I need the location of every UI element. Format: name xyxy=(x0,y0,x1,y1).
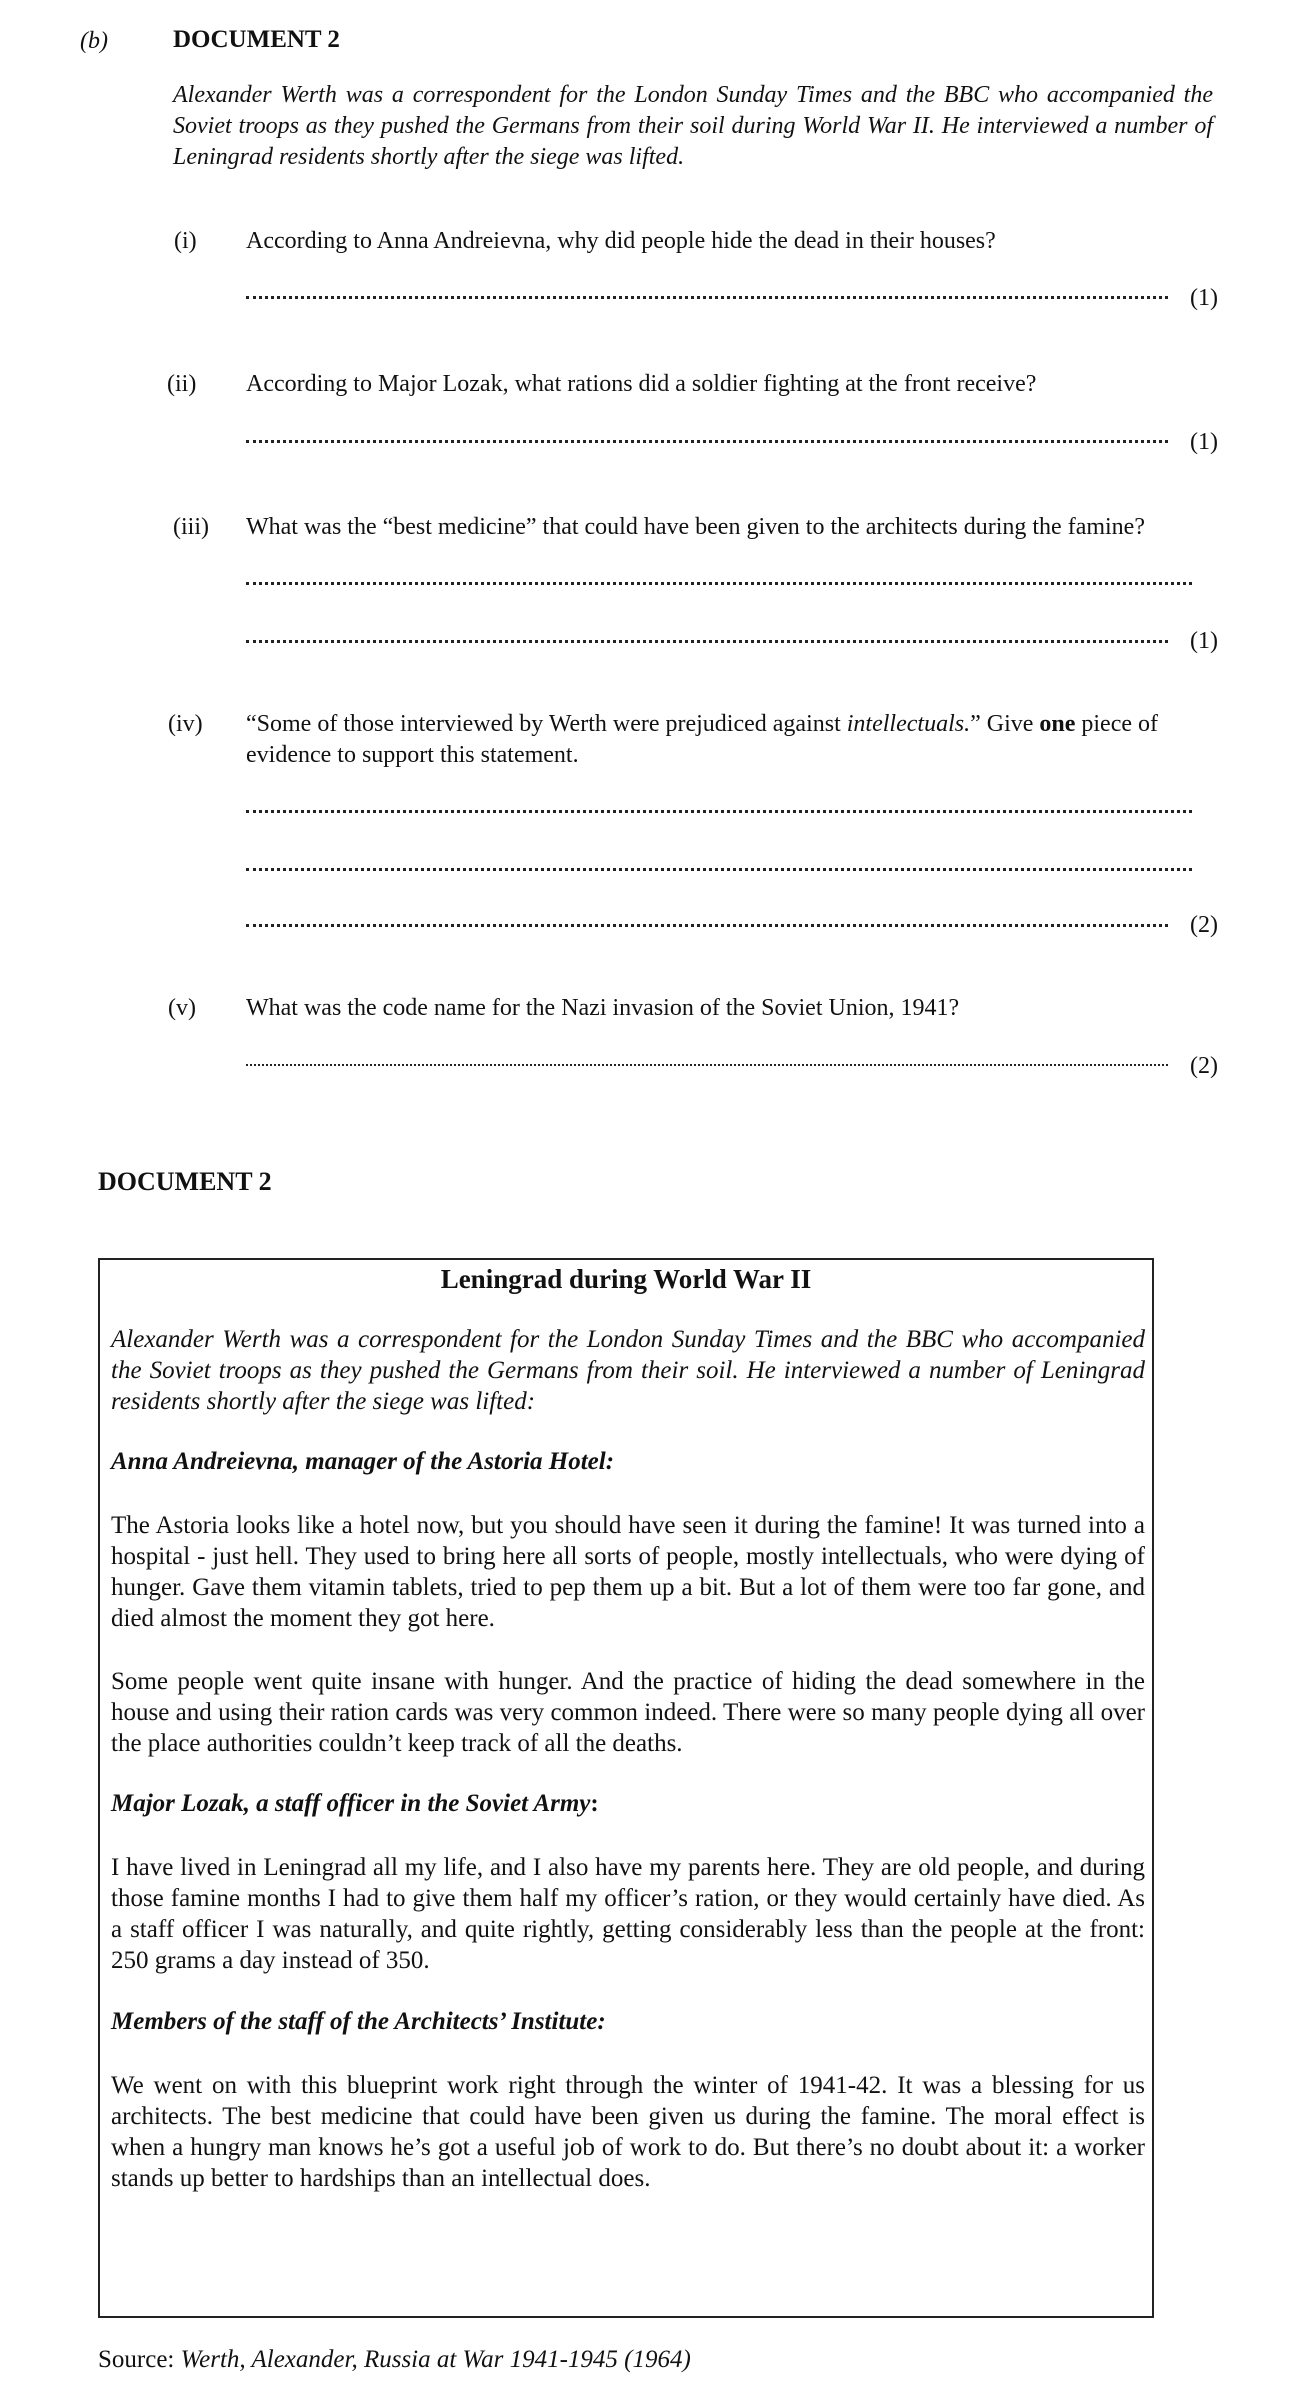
question-text: “Some of those interviewed by Werth were prejudiced against intellectuals.” Give one piece of evidence to support this statement. xyxy=(246,711,1159,768)
document-intro: Alexander Werth was a correspondent for the London Sunday Times and the BBC who accompanied the Soviet troops as they pushed the Germans from their soil. He interviewed a number of Leningrad residents shortly after the siege was lifted: xyxy=(111,1326,1145,1415)
testimony-paragraph: I have lived in Leningrad all my life, and I also have my parents here. They are old people, and during those famine months I had to give them half my officer’s ration, or they would certainly have died. As a staff officer I was naturally, and quite rightly, getting considerably less than the people at the front: 250 grams a day instead of 350. xyxy=(111,1854,1145,1974)
question-text: According to Major Lozak, what rations did a soldier fighting at the front receive? xyxy=(246,371,1037,397)
marks-label: (1) xyxy=(1190,628,1218,654)
section-heading: DOCUMENT 2 xyxy=(173,26,340,53)
marks-label: (2) xyxy=(1190,1053,1218,1079)
question-text: What was the “best medicine” that could have been given to the architects during the famine? xyxy=(246,514,1145,540)
speaker-heading: Anna Andreievna, manager of the Astoria Hotel: xyxy=(111,1448,615,1475)
part-label: (b) xyxy=(80,28,108,54)
question-number: (iv) xyxy=(168,711,203,737)
source-citation: Source: Werth, Alexander, Russia at War 1941-1945 (1964) xyxy=(98,2346,691,2373)
marks-label: (2) xyxy=(1190,912,1218,938)
answer-line[interactable] xyxy=(246,922,1168,927)
answer-line[interactable] xyxy=(246,866,1192,871)
answer-line[interactable] xyxy=(246,580,1192,585)
testimony-paragraph: We went on with this blueprint work right through the winter of 1941-42. It was a blessing for us architects. The best medicine that could have been given us during the famine. The moral effect is when a hungry man knows he’s got a useful job of work to do. But there’s no doubt about it: a worker stands up better to hardships than an intellectual does. xyxy=(111,2072,1145,2192)
question-number: (iii) xyxy=(173,514,209,540)
answer-line[interactable] xyxy=(246,638,1168,643)
question-text: What was the code name for the Nazi invasion of the Soviet Union, 1941? xyxy=(246,995,960,1021)
question-text: According to Anna Andreievna, why did people hide the dead in their houses? xyxy=(246,228,996,254)
marks-label: (1) xyxy=(1190,285,1218,311)
question-number: (i) xyxy=(174,228,197,254)
question-number: (ii) xyxy=(167,371,197,397)
marks-label: (1) xyxy=(1190,429,1218,455)
document-heading: DOCUMENT 2 xyxy=(98,1167,272,1196)
question-number: (v) xyxy=(168,995,196,1021)
answer-line[interactable] xyxy=(246,294,1168,299)
intro-paragraph: Alexander Werth was a correspondent for the London Sunday Times and the BBC who accompanied the Soviet troops as they pushed the Germans from their soil during World War II. He interviewed a number of Leningrad residents shortly after the siege was lifted. xyxy=(173,82,1213,170)
testimony-paragraph: Some people went quite insane with hunger. And the practice of hiding the dead somewhere in the house and using their ration cards was very common indeed. There were so many people dying all over the place authorities couldn’t keep track of all the deaths. xyxy=(111,1668,1145,1757)
speaker-heading: Members of the staff of the Architects’ Institute: xyxy=(111,2008,606,2035)
speaker-heading: Major Lozak, a staff officer in the Soviet Army: xyxy=(111,1790,599,1817)
testimony-paragraph: The Astoria looks like a hotel now, but you should have seen it during the famine! It was turned into a hospital - just hell. They used to bring here all sorts of people, mostly intellectuals, who were dying of hunger. Gave them vitamin tablets, tried to pep them up a bit. But a lot of them were too far gone, and died almost the moment they got here. xyxy=(111,1512,1145,1632)
document-title: Leningrad during World War II xyxy=(440,1264,812,1294)
answer-line[interactable] xyxy=(246,1062,1168,1066)
answer-line[interactable] xyxy=(246,808,1192,813)
answer-line[interactable] xyxy=(246,438,1168,443)
